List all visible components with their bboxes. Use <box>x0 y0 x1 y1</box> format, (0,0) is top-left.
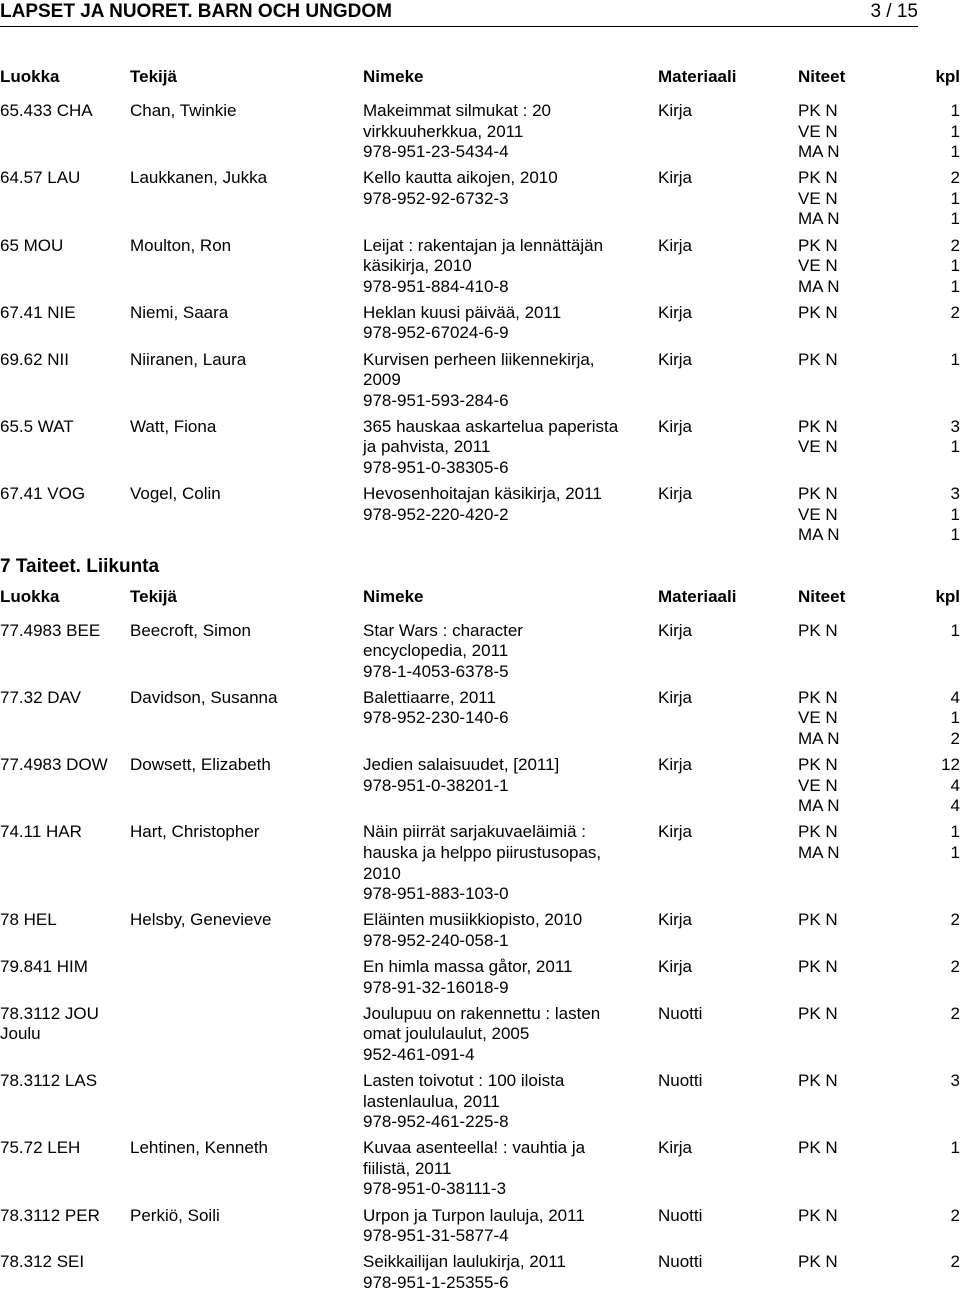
holding-location: PK N <box>798 1252 838 1272</box>
nimeke-line: 978-951-0-38305-6 <box>363 458 509 478</box>
holding-count: 4 <box>950 775 960 795</box>
luokka-line: 77.4983 BEE <box>0 620 101 640</box>
entry-luokka <box>0 957 88 978</box>
column-header-nimeke: Nimeke <box>363 67 424 86</box>
nimeke-line: Jedien salaisuudet, [2011] <box>363 755 560 775</box>
entry-tekija: Vogel, Colin <box>130 484 221 504</box>
nimeke-line: 978-952-461-225-8 <box>363 1112 509 1132</box>
entry-materiaali: Kirja <box>658 302 693 322</box>
entry-materiaali: Kirja <box>658 755 693 775</box>
holding-count: 1 <box>950 504 960 524</box>
nimeke-line: omat joululaulut, 2005 <box>363 1024 530 1044</box>
holding-count: 1 <box>950 142 960 162</box>
luokka-line: 78.3112 LAS <box>0 1071 98 1090</box>
entry-kpl <box>951 1071 960 1092</box>
nimeke-line: ja pahvista, 2011 <box>363 437 491 457</box>
entry-nimeke <box>363 417 618 479</box>
holding-count: 12 <box>941 755 960 775</box>
holding-location: PK N <box>798 687 838 707</box>
holding-location: PK N <box>798 235 838 255</box>
nimeke-line: 978-951-0-38201-1 <box>363 775 509 795</box>
luokka-line: 78 HEL <box>0 910 57 930</box>
holding-location: PK N <box>798 755 838 775</box>
holding-count: 3 <box>950 416 960 436</box>
holding-count: 3 <box>950 1071 960 1090</box>
entry-niteet <box>798 910 838 931</box>
entry-tekija: Hart, Christopher <box>130 822 260 842</box>
entry-nimeke <box>363 621 523 683</box>
entry-nimeke <box>363 1071 564 1133</box>
entry-kpl <box>951 1252 960 1273</box>
holding-location: PK N <box>798 302 838 322</box>
entry-materiaali: Kirja <box>658 822 693 842</box>
column-header-luokka: Luokka <box>0 67 60 86</box>
entry-luokka <box>0 1004 99 1045</box>
entry-niteet <box>798 236 840 298</box>
luokka-line: Joulu <box>0 1024 41 1044</box>
nimeke-line: 978-951-593-284-6 <box>363 390 509 410</box>
holding-count: 2 <box>950 235 960 255</box>
holding-count: 1 <box>950 620 960 640</box>
holding-location: MA N <box>798 276 840 296</box>
holding-location: PK N <box>798 416 838 436</box>
nimeke-line: 978-91-32-16018-9 <box>363 977 509 997</box>
luokka-line: 64.57 LAU <box>0 168 81 188</box>
holding-count: 1 <box>950 121 960 141</box>
holding-count: 1 <box>950 437 960 457</box>
entry-kpl <box>951 350 960 371</box>
entry-materiaali: Kirja <box>658 235 693 255</box>
entry-kpl <box>951 101 960 163</box>
entry-luokka <box>0 1206 100 1227</box>
entry-tekija: Dowsett, Elizabeth <box>130 755 271 775</box>
holding-count: 1 <box>950 276 960 296</box>
nimeke-line: 365 hauskaa askartelua paperista <box>363 416 619 436</box>
holding-location: MA N <box>798 796 840 816</box>
column-header-tekija: Tekijä <box>130 67 177 86</box>
luokka-line: 77.4983 DOW <box>0 755 108 775</box>
luokka-line: 69.62 NII <box>0 349 69 369</box>
entry-luokka <box>0 236 63 257</box>
entry-niteet <box>798 822 840 863</box>
entry-materiaali: Kirja <box>658 168 693 188</box>
entry-kpl <box>951 621 960 642</box>
luokka-line: 65.5 WAT <box>0 416 74 436</box>
page-header <box>0 0 918 27</box>
entry-materiaali: Kirja <box>658 910 693 930</box>
entry-nimeke <box>363 1138 585 1200</box>
holding-location: PK N <box>798 101 838 120</box>
entry-nimeke <box>363 1252 566 1293</box>
column-header-tekija: Tekijä <box>130 586 177 606</box>
luokka-line: 65 MOU <box>0 235 64 255</box>
entry-nimeke <box>363 755 559 796</box>
entry-niteet <box>798 755 840 817</box>
entry-nimeke <box>363 350 595 412</box>
holding-location: VE N <box>798 708 838 728</box>
nimeke-line: Heklan kuusi päivää, 2011 <box>363 302 562 322</box>
entry-niteet <box>798 168 840 230</box>
luokka-line: 78.3112 PER <box>0 1205 100 1225</box>
entry-niteet <box>798 957 838 978</box>
nimeke-line: 978-951-23-5434-4 <box>363 142 509 162</box>
entry-kpl <box>951 303 960 324</box>
luokka-line: 75.72 LEH <box>0 1138 81 1158</box>
entry-niteet <box>798 1071 838 1092</box>
nimeke-line: hauska ja helppo piirustusopas, <box>363 842 602 862</box>
entry-kpl <box>951 910 960 931</box>
column-header-kpl: kpl <box>935 67 960 86</box>
entry-nimeke <box>363 101 551 163</box>
nimeke-line: Joulupuu on rakennettu : lasten <box>363 1003 601 1023</box>
entry-tekija: Helsby, Genevieve <box>130 910 272 930</box>
entry-niteet <box>798 1004 838 1025</box>
entry-nimeke <box>363 910 582 951</box>
entry-materiaali: Kirja <box>658 687 693 707</box>
nimeke-line: Star Wars : character <box>363 620 523 640</box>
entry-tekija: Perkiö, Soili <box>130 1205 220 1225</box>
holding-location: PK N <box>798 910 838 930</box>
holding-count: 3 <box>950 484 960 504</box>
entry-materiaali: Kirja <box>658 1138 693 1158</box>
entry-tekija: Laukkanen, Jukka <box>130 168 268 188</box>
entry-luokka <box>0 303 76 324</box>
entry-kpl <box>951 168 960 230</box>
holding-location: VE N <box>798 504 838 524</box>
page-number: 3 / 15 <box>870 1 918 22</box>
nimeke-line: 978-1-4053-6378-5 <box>363 661 509 681</box>
nimeke-line: 2010 <box>363 863 401 883</box>
entry-niteet <box>798 1206 838 1227</box>
holding-count: 2 <box>950 302 960 322</box>
nimeke-line: 978-951-883-103-0 <box>363 884 509 904</box>
entry-tekija: Beecroft, Simon <box>130 620 251 640</box>
entry-tekija: Niiranen, Laura <box>130 349 247 369</box>
entry-nimeke <box>363 957 572 998</box>
nimeke-line: Seikkailijan laulukirja, 2011 <box>363 1252 566 1272</box>
entry-niteet <box>798 1138 838 1159</box>
entry-niteet <box>798 303 838 324</box>
nimeke-line: lastenlaulua, 2011 <box>363 1091 500 1111</box>
column-header-niteet: Niteet <box>798 586 846 606</box>
entry-tekija: Chan, Twinkie <box>130 101 237 120</box>
section-title: 7 Taiteet. Liikunta <box>0 555 160 577</box>
nimeke-line: 952-461-091-4 <box>363 1044 475 1064</box>
nimeke-line: Makeimmat silmukat : 20 <box>363 101 551 120</box>
entry-materiaali: Nuotti <box>658 1205 703 1225</box>
entry-luokka <box>0 1071 97 1092</box>
column-header-kpl: kpl <box>935 586 960 606</box>
holding-count: 2 <box>950 957 960 976</box>
holding-location: PK N <box>798 957 838 976</box>
entry-nimeke <box>363 484 602 525</box>
holding-location: PK N <box>798 168 838 188</box>
entry-luokka <box>0 484 85 505</box>
holding-location: PK N <box>798 484 838 504</box>
holding-count: 1 <box>950 525 960 545</box>
nimeke-line: 978-952-67024-6-9 <box>363 323 509 343</box>
entry-luokka <box>0 755 108 776</box>
nimeke-line: Eläinten musiikkiopisto, 2010 <box>363 910 583 930</box>
holding-count: 1 <box>950 209 960 229</box>
entry-tekija: Davidson, Susanna <box>130 687 278 707</box>
entry-nimeke <box>363 236 603 298</box>
holding-count: 1 <box>950 708 960 728</box>
entry-kpl <box>951 1206 960 1227</box>
entry-tekija: Moulton, Ron <box>130 235 232 255</box>
nimeke-line: Hevosenhoitajan käsikirja, 2011 <box>363 484 602 504</box>
column-header-niteet: Niteet <box>798 67 846 86</box>
entry-niteet <box>798 621 838 642</box>
entry-tekija: Watt, Fiona <box>130 416 217 436</box>
entry-kpl <box>951 417 960 458</box>
nimeke-line: 2009 <box>363 370 401 390</box>
page-title: LAPSET JA NUORET. BARN OCH UNGDOM <box>0 1 392 22</box>
luokka-line: 67.41 NIE <box>0 302 76 322</box>
holding-location: PK N <box>798 1003 838 1023</box>
column-header-row <box>0 67 960 89</box>
entry-luokka <box>0 417 74 438</box>
holding-count: 2 <box>950 1252 960 1272</box>
entry-luokka <box>0 168 80 189</box>
holding-location: PK N <box>798 822 838 842</box>
holding-location: VE N <box>798 437 838 457</box>
entry-materiaali: Kirja <box>658 620 693 640</box>
holding-location: PK N <box>798 1071 838 1090</box>
entry-luokka <box>0 350 69 371</box>
entry-materiaali: Kirja <box>658 416 693 436</box>
nimeke-line: 978-951-884-410-8 <box>363 276 509 296</box>
nimeke-line: käsikirja, 2010 <box>363 256 472 276</box>
nimeke-line: Lasten toivotut : 100 iloista <box>363 1071 565 1090</box>
holding-count: 2 <box>950 168 960 188</box>
holding-count: 1 <box>950 842 960 862</box>
luokka-line: 78.312 SEI <box>0 1252 85 1272</box>
holding-location: MA N <box>798 525 840 545</box>
holding-location: PK N <box>798 349 838 369</box>
luokka-line: 67.41 VOG <box>0 484 86 504</box>
holding-count: 1 <box>950 822 960 842</box>
entry-kpl <box>951 1004 960 1025</box>
entry-niteet <box>798 101 840 163</box>
entry-niteet <box>798 417 838 458</box>
nimeke-line: Balettiaarre, 2011 <box>363 687 496 707</box>
nimeke-line: Kurvisen perheen liikennekirja, <box>363 349 595 369</box>
column-header-row <box>0 587 960 609</box>
holding-count: 1 <box>950 188 960 208</box>
nimeke-line: encyclopedia, 2011 <box>363 641 509 661</box>
entry-tekija: Lehtinen, Kenneth <box>130 1138 269 1158</box>
nimeke-line: 978-951-31-5877-4 <box>363 1226 509 1246</box>
holding-location: MA N <box>798 142 840 162</box>
entry-luokka <box>0 1138 80 1159</box>
holding-location: MA N <box>798 728 840 748</box>
column-header-nimeke: Nimeke <box>363 586 424 606</box>
entry-nimeke <box>363 688 509 729</box>
entry-nimeke <box>363 168 558 209</box>
entry-nimeke <box>363 1004 600 1066</box>
nimeke-line: fiilistä, 2011 <box>363 1158 452 1178</box>
holding-count: 4 <box>950 687 960 707</box>
nimeke-line: 978-952-220-420-2 <box>363 504 509 524</box>
luokka-line: 77.32 DAV <box>0 687 81 707</box>
holding-location: MA N <box>798 842 840 862</box>
entry-niteet <box>798 1252 838 1273</box>
entry-materiaali: Kirja <box>658 349 693 369</box>
holding-count: 1 <box>950 256 960 276</box>
entry-kpl <box>951 688 960 750</box>
luokka-line: 65.433 CHA <box>0 101 93 120</box>
entry-luokka <box>0 621 100 642</box>
entry-luokka <box>0 822 82 843</box>
entry-materiaali: Kirja <box>658 101 693 120</box>
holding-location: VE N <box>798 121 838 141</box>
holding-count: 2 <box>950 1003 960 1023</box>
nimeke-line: Kello kautta aikojen, 2010 <box>363 168 558 188</box>
holding-count: 1 <box>950 1138 960 1158</box>
nimeke-line: Leijat : rakentajan ja lennättäjän <box>363 235 604 255</box>
luokka-line: 74.11 HAR <box>0 822 82 842</box>
nimeke-line: Näin piirrät sarjakuvaeläimiä : <box>363 822 586 842</box>
nimeke-line: virkkuuherkkua, 2011 <box>363 121 524 141</box>
entry-materiaali: Nuotti <box>658 1071 703 1090</box>
entry-kpl <box>951 484 960 546</box>
entry-kpl <box>951 822 960 863</box>
holding-count: 2 <box>950 728 960 748</box>
entry-kpl <box>951 957 960 978</box>
luokka-line: 79.841 HIM <box>0 957 88 976</box>
holding-location: VE N <box>798 775 838 795</box>
holding-location: PK N <box>798 620 838 640</box>
entry-kpl <box>951 1138 960 1159</box>
entry-niteet <box>798 688 840 750</box>
nimeke-line: 978-952-230-140-6 <box>363 708 509 728</box>
holding-count: 4 <box>950 796 960 816</box>
entry-luokka <box>0 688 81 709</box>
entry-materiaali: Kirja <box>658 484 693 504</box>
nimeke-line: 978-952-240-058-1 <box>363 930 509 950</box>
entry-kpl <box>951 236 960 298</box>
entry-materiaali: Nuotti <box>658 1003 703 1023</box>
nimeke-line: 978-951-0-38111-3 <box>363 1179 507 1199</box>
holding-location: VE N <box>798 256 838 276</box>
entry-niteet <box>798 350 838 371</box>
entry-luokka <box>0 910 57 931</box>
nimeke-line: 978-951-1-25355-6 <box>363 1272 509 1292</box>
luokka-line: 78.3112 JOU <box>0 1003 99 1023</box>
column-header-materiaali: Materiaali <box>658 586 737 606</box>
entry-luokka <box>0 1252 84 1273</box>
entry-materiaali: Kirja <box>658 957 693 976</box>
nimeke-line: Urpon ja Turpon lauluja, 2011 <box>363 1205 585 1225</box>
entry-nimeke <box>363 1206 585 1247</box>
entry-niteet <box>798 484 840 546</box>
holding-location: PK N <box>798 1205 838 1225</box>
column-header-luokka: Luokka <box>0 586 60 606</box>
holding-location: MA N <box>798 209 840 229</box>
holding-location: PK N <box>798 1138 838 1158</box>
entry-tekija: Niemi, Saara <box>130 302 229 322</box>
holding-count: 1 <box>950 349 960 369</box>
entry-luokka <box>0 101 93 122</box>
nimeke-line: En himla massa gåtor, 2011 <box>363 957 573 976</box>
entry-materiaali: Nuotti <box>658 1252 703 1272</box>
nimeke-line: 978-952-92-6732-3 <box>363 188 509 208</box>
holding-count: 1 <box>950 101 960 120</box>
nimeke-line: Kuvaa asenteella! : vauhtia ja <box>363 1138 586 1158</box>
entry-kpl <box>941 755 960 817</box>
column-header-materiaali: Materiaali <box>658 67 737 86</box>
holding-count: 2 <box>950 1205 960 1225</box>
holding-location: VE N <box>798 188 838 208</box>
entry-nimeke <box>363 822 601 904</box>
entry-nimeke <box>363 303 561 344</box>
holding-count: 2 <box>950 910 960 930</box>
